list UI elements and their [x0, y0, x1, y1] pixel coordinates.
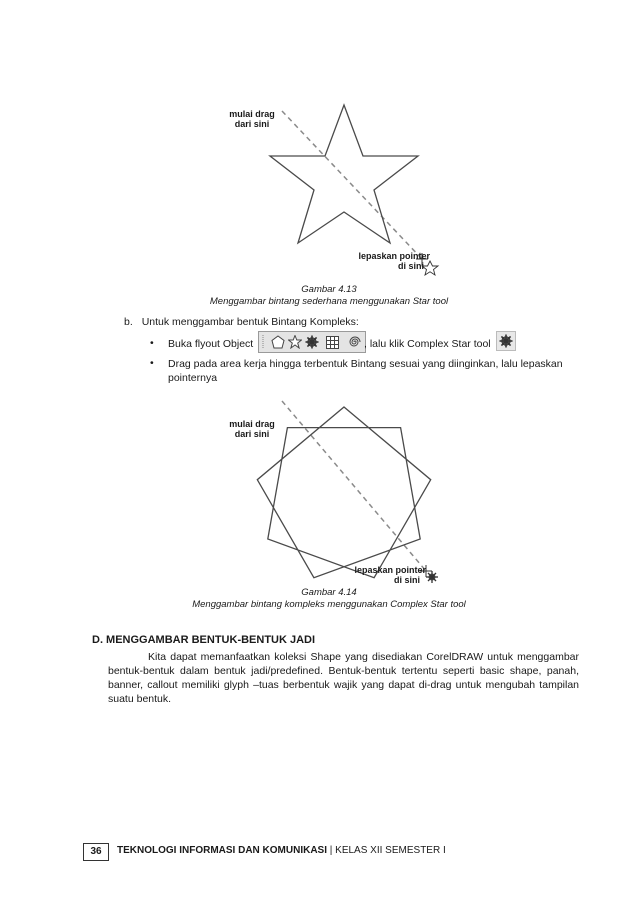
figure1-end-label-line1: lepaskan pointer — [358, 251, 430, 261]
drag-path-dashed-line-2 — [282, 401, 426, 571]
figure2-end-label-line1: lepaskan pointer — [354, 565, 426, 575]
figure2-caption — [10, 587, 638, 611]
bullet-2-symbol: • — [150, 357, 154, 369]
figure1-start-label-line2: dari sini — [234, 119, 270, 129]
footer-subtitle: | KELAS XII SEMESTER I — [327, 845, 446, 856]
simple-star-shape — [270, 105, 418, 243]
bullet-1-text-after: , lalu klik Complex Star tool — [364, 338, 491, 350]
figure1-end-label-line2: di sini — [397, 261, 424, 271]
figure2-start-label-line1: mulai drag — [229, 419, 275, 429]
list-item-b-marker: b. — [124, 316, 133, 328]
figure1-start-label — [222, 109, 282, 129]
section-d-paragraph: Kita dapat memanfaatkan koleksi Shape yang disediakan CorelDRAW untuk menggambar bentuk-bentuk dalam bentuk jadi/predefined. Bentuk-bentuk tertentu seperti basic shape, panah, banner, callout memiliki glyph –tuas berbentuk wajik yang dapat di-drag untuk mengubah tampilan suatu bentuk. — [108, 651, 579, 705]
star-icon[interactable] — [286, 334, 303, 351]
figure2-start-label-line2: dari sini — [234, 429, 270, 439]
page-number: 36 — [83, 843, 109, 861]
figure1-caption-text: Menggambar bintang sederhana menggunakan Star tool — [209, 296, 449, 307]
spiral-icon[interactable] — [345, 334, 362, 351]
list-item-b — [124, 315, 359, 329]
graph-paper-icon[interactable] — [324, 334, 341, 351]
complex-star-shape — [257, 407, 430, 578]
figure2-caption-text: Menggambar bintang kompleks menggunakan Complex Star tool — [192, 599, 466, 610]
section-d-heading: D. MENGGAMBAR BENTUK-BENTUK JADI — [92, 634, 316, 646]
figure1-caption — [10, 284, 638, 308]
toolbar-grip — [259, 334, 267, 351]
figure-complex-star — [200, 385, 460, 585]
complex-star-icon[interactable] — [303, 334, 320, 351]
drag-path-dashed-line — [282, 111, 422, 259]
list-item-b-text: Untuk menggambar bentuk Bintang Kompleks: — [141, 316, 359, 328]
complex-star-cursor-icon — [426, 571, 438, 583]
figure1-end-label — [354, 251, 430, 271]
figure2-end-label — [350, 565, 426, 585]
bullet-1-text-before: Buka flyout Object — [168, 338, 254, 350]
complex-star-tool-icon[interactable] — [496, 331, 516, 351]
figure2-start-label — [222, 419, 282, 439]
footer-title: TEKNOLOGI INFORMASI DAN KOMUNIKASI — [117, 845, 327, 856]
page-footer — [117, 844, 446, 858]
figure1-caption-number: Gambar 4.13 — [301, 284, 357, 295]
figure1-start-label-line1: mulai drag — [229, 109, 275, 119]
figure2-caption-number: Gambar 4.14 — [301, 587, 357, 598]
polygon-icon[interactable] — [269, 334, 286, 351]
figure2-end-label-line2: di sini — [393, 575, 420, 585]
bullet-1-symbol: • — [150, 337, 154, 349]
bullet-2-text: Drag pada area kerja hingga terbentuk Bintang sesuai yang diinginkan, lalu lepaskan pointernya — [168, 358, 563, 384]
object-flyout-toolbar — [258, 331, 366, 353]
